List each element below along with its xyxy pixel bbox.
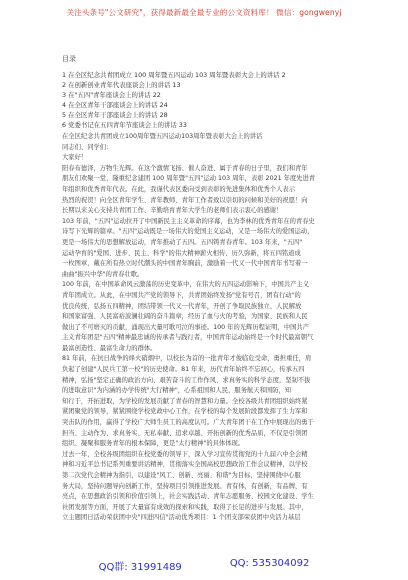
body-line: 神和习近平总书记系列重要讲话精神，贯彻落实全国高校思想政治工作会议精神，以学校 <box>62 461 308 469</box>
body-line: 一枚图章，戴在所有热立时代潮头的中国青年胸前，激励着一代又一代中国青年书写着一 <box>62 260 308 268</box>
body-line: 诗写下光辉的篇章。"五四"运动既是一场伟大的爱国主义运动，又是一场伟大的爱国运动， <box>62 228 314 236</box>
body-line: 社团发展等方面，开展了大量富有成效的探索和实践，取得了长足的进步与发展。其中， <box>62 503 308 511</box>
body-line: 优良传统，弘扬五四精神，团结带领一代又一代青年，开创了争取民族独立、人民解放 <box>62 302 302 310</box>
body-line: 立主题团日活动荣获团中央"四进四信"活动优秀项目：1 个团支部荣获团中央活力基层 <box>62 514 301 522</box>
speech-heading: 在全区纪念共青团成立100周年暨五四运动103周年暨表彰大会上的讲话 <box>62 133 263 140</box>
body-line: 朋友们欢聚一堂，隆重纪念建团 100 周年暨"五四"运动 103 周年，表彰 2021 年度先进青 <box>62 175 316 183</box>
body-line: 阳春布德泽，万物生光辉。在这个激情飞扬、催人奋进、属于青春的日子里，我们和青年 <box>62 164 308 172</box>
body-line: 知行于，开拓进取，为学校的发展贡献了青春的智慧和力量。全校各级共青团组织始终紧 <box>62 397 308 405</box>
body-line: 亮点，在思想政治引领和价值引领上，社会实践活动、青年志愿服务、校园文化建设、学生 <box>62 493 314 501</box>
body-line: 和国家富强、人民富裕波澜壮阔的奋斗篇章，经历了血与火的考验，为国家、民族和人民 <box>62 313 308 321</box>
body-line: 最富创造性、最富生命力的群体。 <box>62 344 157 352</box>
qq-group-number: QQ群: 31991489 <box>98 562 182 573</box>
salutation: 同志们、同学们： <box>62 143 113 151</box>
body-line: 突击队的作用，赢得了学校广大师生员工的高度认可。广大青年团干在工作中展现出的勇于 <box>62 419 314 427</box>
toc-item[interactable]: 5 在全区青年干部座谈会上的讲话 28 <box>62 111 168 119</box>
toc-item[interactable]: 6 党委书记在五四青年节座谈会上的讲话 33 <box>62 121 187 129</box>
body-line: 100 年前，在中国革命风云激荡的历史变革中，在伟大的五四运动影响下，中国共产主义 <box>62 281 310 289</box>
greeting: 大家好！ <box>62 154 88 162</box>
toc-item[interactable]: 1 在全区纪念共青团成立 100 周年暨五四运动 103 周年暨表彰大会上的讲话 2 <box>62 71 286 79</box>
body-line: 长期以来关心支持共青团工作、辛勤培育青年大学生的老师们表示衷心的感谢！ <box>62 207 283 215</box>
body-line: 做出了不可磨灭的贡献，涌现出大量可歌可泣的事迹。100 年的光辉历程证明，中国共产 <box>62 323 310 331</box>
body-line: 第二次党代会精神为指引，以建设"风工、创新、亮丽、和谐"为目标，坚持围绕中心服 <box>62 472 301 479</box>
toc-item[interactable]: 3 在"五四"青年座谈会上的讲话 22 <box>62 91 161 99</box>
toc-title: 目录 <box>62 55 76 63</box>
body-line: 曲曲"振兴中华"的青春壮歌。 <box>62 270 144 278</box>
toc-item[interactable]: 4 在全区青年干部座谈会上的讲话 24 <box>62 101 168 109</box>
toc-item[interactable]: 2 在创新创业青年代表座谈会上的讲话 13 <box>62 81 181 89</box>
body-line: 81 年前，在抗日战争的烽火硝烟中，以校长为首的一批青年才俊临危受命，勇担重任，肩 <box>62 355 312 363</box>
body-line: 热烈的祝贺！向全区青年学生、青年教师、青年工作者致以崇切的问候和美好的祝愿！向 <box>62 196 308 204</box>
body-line <box>62 535 366 546</box>
body-line: 组织、凝聚和服务青年的根本保障，更是"太行精神"的具体体现。 <box>62 440 245 448</box>
body-line: 主义青年团是"五四"精神最忠诚的传承者与践行者，中国青年运动始终是一个时代最富朝气 <box>62 334 314 342</box>
body-line: 过去一年，全校各级团组织在校党委的领导下，深入学习宣传贯彻党的十九届六中全会精 <box>62 450 308 458</box>
body-line: 更是一场伟大的思想解放运动，青年推动了五四。五四铸青春青年。103 年来，"五四" <box>62 238 303 246</box>
body-line: 担当、主动作为、求真务实、无私奉献、追求卓越、开拓创新的优秀品质，不仅是引领团 <box>62 429 308 437</box>
promo-banner: 关注头条号"公文研究"，获得最新最全最专业的公文资料库！ 微信：gongwenyj <box>66 8 342 17</box>
body-line <box>62 524 366 535</box>
body-line: 的进取意识"为内涵的办学传统"大行精神"，心系祖国和人民，服务航天和国防，知 <box>62 387 292 395</box>
contact-footer <box>0 558 408 573</box>
body-line: 103 年前，"五四"运动拉开了中国新民主主义革命的序幕，也为李林的优秀青年在的青春史 <box>62 217 315 225</box>
body-line: 负起了创建"人民兵工第一校"的历史使命。81 年来，历代青年始终不忘初心，传承五四 <box>62 366 305 374</box>
body-line: 精神，弘扬"坚定正确的政治方向、艰苦奋斗的工作作风、求真务实的科学态度，坚韧不拔 <box>62 376 311 384</box>
qq-number: QQ: 535304092 <box>229 558 310 569</box>
speech-body <box>62 132 366 545</box>
body-line: 青年团成立。从此，在中国共产党的领导下，共青团始终发扬"党有号召，团有行动"的 <box>62 291 301 299</box>
body-line: 运动孕育的"爱国、进步、民主、科学"的伟大精神薪火相传、历久弥新，将五四铭道成 <box>62 249 301 257</box>
body-line: 紧团聚党的领导，紧紧围绕学校党政中心工作，在学校的每个发展阶段都发挥了生力军和 <box>62 408 308 416</box>
table-of-contents <box>62 54 362 130</box>
body-line: 年组织和优秀青年代表。在此，我谨代表区委向受到表彰的先进集体和优秀个人表示 <box>62 185 295 193</box>
body-line: 务大局，坚持问题导向创新工作，坚持项目引领推进发展。青有体，有创新，有品牌，有 <box>62 482 308 490</box>
